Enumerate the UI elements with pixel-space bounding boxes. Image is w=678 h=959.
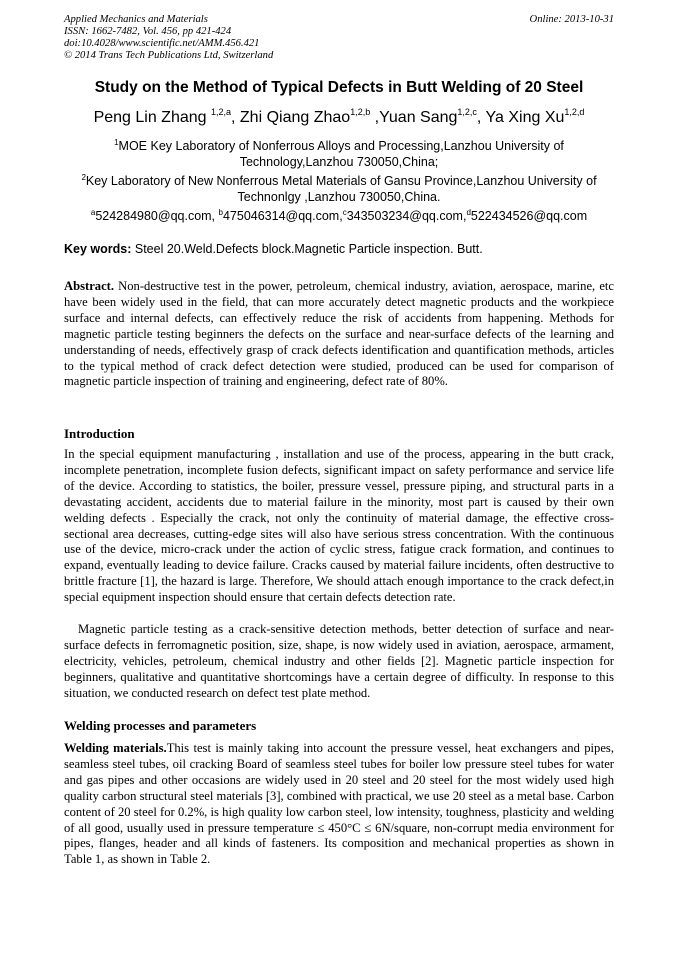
introduction-paragraph-1: In the special equipment manufacturing , installation and use of the process, appearing in the butt crack, incomplete penetration, incomplete fusion defects, significant impact on safety performance and service life of the device. According to statistics, the boiler, pressure vessel, pressure piping, and structural parts in a devastating accident, accidents due to material failure in the minority, most part is caused by their own welding defects . Especially the crack, not only the continuity of material damage, the effective cross-sectional area decreases, cutting-edge sites will also have serious stress concentration. With the continuous use of the device, micro-crack under the action of cyclic stress, fatigue crack formation, and continues to expand, eventually leading to device failure. Cracks caused by material failure incidents, often destructive to brittle fracture [1], the hazard is large. Therefore, We should attach enough importance to the crack defect,in special equipment inspection should ensure that certain defects detection rate. [64, 447, 614, 605]
abstract-text: Non-destructive test in the power, petroleum, chemical industry, aviation, aerospace, marine, etc have been widely used in the field, that can more accurately detect magnetic products and the workpiece surface and internal defects, can effectively reduce the risk of accidents from happening. Methods for magnetic particle testing beginners the defects on the surface and near-surface defects of the learning and understanding of needs, effectively grasp of crack defects identification and quantification methods, articles to the typical method of crack defect detection were studied, produced can be used for comparison of magnetic particle inspection of training and engineering, defect rate of 80%. [64, 279, 614, 389]
author-separator: , [476, 109, 486, 126]
keywords-text: Steel 20.Weld.Defects block.Magnetic Particle inspection. Butt. [131, 242, 483, 256]
issn-line: ISSN: 1662-7482, Vol. 456, pp 421-424 [64, 26, 232, 37]
email-mark: a [90, 208, 96, 217]
email-address[interactable]: 524284980@qq.com, [95, 209, 219, 223]
online-date: Online: 2013-10-31 [529, 14, 614, 25]
author-name: Peng Lin Zhang [93, 109, 211, 126]
author-emails [64, 208, 614, 224]
author-name: Yuan Sang [379, 109, 458, 126]
author-affiliation-mark: 1,2,d [564, 107, 585, 117]
introduction-paragraph-2: Magnetic particle testing as a crack-sensitive detection methods, better detection of surface and near-surface defects in ferromagnetic position, size, shape, is now widely used in aviation, aerospace, armament, electricity, vehicles, petroleum, chemical industry and other fields [2]. Magnetic particle inspection for beginners, qualitative and quantitative shortcomings have a certain degree of difficulty. In response to this situation, we conducted research on defect test plate method. [64, 622, 614, 700]
author-list [0, 109, 678, 127]
email-address[interactable]: 475046314@qq.com, [222, 209, 343, 223]
copyright-line: © 2014 Trans Tech Publications Ltd, Switzerland [64, 50, 274, 61]
section-heading-introduction: Introduction [64, 426, 135, 441]
abstract [64, 279, 614, 390]
welding-materials-text: This test is mainly taking into account the pressure vessel, heat exchangers and pipes, seamless steel tubes, oil cracking Board of seamless steel tubes for boiler low pressure steel tubes for water and gas pipes and other occasions are widely used in 20 steel and 20 steel for the most widely used high quality carbon structural steel materials [3], combined with practical, we use 20 steel as a metal base. Carbon content of 20 steel for 0.2%, is high quality low carbon steel, low intensity, toughness, plasticity and welding of all good, usually used in pressure temperature ≤ 450°C ≤ 6N/square, non-corrupt media environment for pipes, flanges, header and all kinds of fasteners. Its composition and mechanical properties as shown in Table 1, as shown in Table 2. [64, 741, 614, 867]
journal-name: Applied Mechanics and Materials [64, 14, 208, 25]
affiliation-text: Key Laboratory of New Nonferrous Metal Materials of Gansu Province,Lanzhou University of Technonlgy ,Lanzhou 730050,China. [85, 174, 597, 204]
journal-header [64, 14, 273, 62]
author-affiliation-mark: 1,2,a [210, 107, 232, 117]
email-address[interactable]: 522434526@qq.com [470, 209, 588, 223]
author-name: Ya Xing Xu [485, 109, 565, 126]
author-separator: , [231, 109, 240, 126]
author-name: Zhi Qiang Zhao [239, 109, 351, 126]
paper-title: Study on the Method of Typical Defects in Butt Welding of 20 Steel [94, 79, 584, 96]
abstract-label: Abstract. [64, 279, 115, 293]
email-address[interactable]: 343503234@qq.com, [346, 209, 467, 223]
email-mark: b [218, 208, 223, 217]
doi-line: doi:10.4028/www.scientific.net/AMM.456.421 [64, 38, 260, 49]
author-affiliation-mark: 1,2,b [350, 107, 371, 117]
keywords [64, 242, 614, 256]
keywords-label: Key words: [64, 242, 132, 256]
affiliation-2 [64, 173, 614, 205]
affiliation-mark: 2 [81, 173, 86, 182]
welding-materials-paragraph [64, 741, 614, 868]
affiliation-1 [64, 138, 614, 170]
author-affiliation-mark: 1,2,c [457, 107, 477, 117]
affiliation-text: MOE Key Laboratory of Nonferrous Alloys and Processing,Lanzhou University of Technology,Lanzhou 730050,China; [118, 139, 564, 169]
email-mark: c [342, 208, 347, 217]
affiliation-mark: 1 [114, 138, 119, 147]
section-heading-welding: Welding processes and parameters [64, 718, 257, 733]
email-mark: d [466, 208, 471, 217]
welding-materials-label: Welding materials. [64, 741, 167, 755]
author-separator: , [370, 109, 380, 126]
